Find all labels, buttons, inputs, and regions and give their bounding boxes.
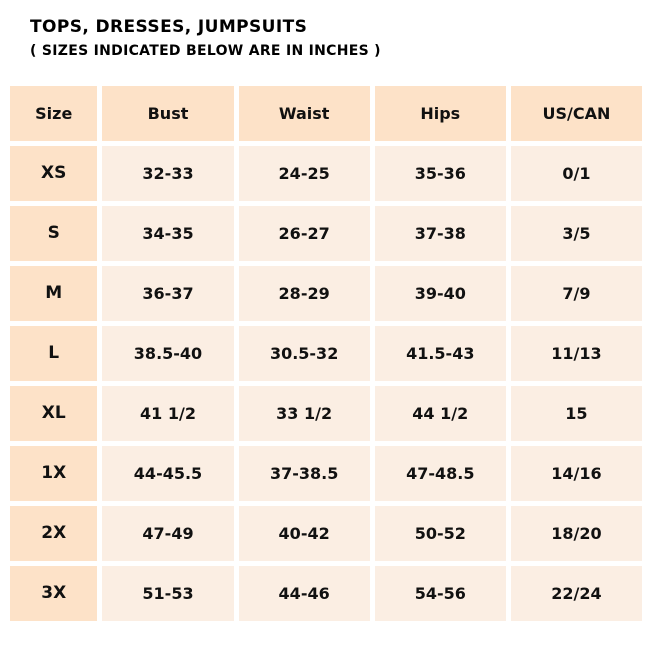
cell-size: 2X [10,506,97,561]
cell-hips: 39-40 [375,266,506,321]
cell-hips: 41.5-43 [375,326,506,381]
size-chart-table [5,81,647,626]
cell-hips: 50-52 [375,506,506,561]
column-header-bust: Bust [102,86,233,141]
cell-size: XS [10,146,97,201]
title-main: TOPS, DRESSES, JUMPSUITS [30,17,308,37]
cell-size: 1X [10,446,97,501]
cell-uscan: 14/16 [511,446,642,501]
table-row [10,206,642,261]
cell-hips: 54-56 [375,566,506,621]
cell-hips: 47-48.5 [375,446,506,501]
cell-size: XL [10,386,97,441]
cell-waist: 26-27 [239,206,370,261]
table-row [10,446,642,501]
cell-uscan: 18/20 [511,506,642,561]
cell-bust: 34-35 [102,206,233,261]
column-header-hips: Hips [375,86,506,141]
cell-waist: 40-42 [239,506,370,561]
page-title [0,0,652,62]
table-row [10,386,642,441]
cell-hips: 37-38 [375,206,506,261]
cell-bust: 38.5-40 [102,326,233,381]
cell-hips: 44 1/2 [375,386,506,441]
cell-bust: 41 1/2 [102,386,233,441]
table-row [10,326,642,381]
cell-size: M [10,266,97,321]
cell-uscan: 7/9 [511,266,642,321]
table-row [10,566,642,621]
column-header-waist: Waist [239,86,370,141]
cell-size: L [10,326,97,381]
cell-size: 3X [10,566,97,621]
title-subtitle: ( SIZES INDICATED BELOW ARE IN INCHES ) [30,42,381,59]
cell-uscan: 22/24 [511,566,642,621]
column-header-size: Size [10,86,97,141]
cell-uscan: 11/13 [511,326,642,381]
cell-uscan: 0/1 [511,146,642,201]
cell-waist: 28-29 [239,266,370,321]
cell-waist: 44-46 [239,566,370,621]
table-row [10,266,642,321]
column-header-uscan: US/CAN [511,86,642,141]
cell-hips: 35-36 [375,146,506,201]
cell-waist: 37-38.5 [239,446,370,501]
cell-uscan: 15 [511,386,642,441]
cell-bust: 36-37 [102,266,233,321]
table-row [10,146,642,201]
cell-bust: 51-53 [102,566,233,621]
cell-waist: 33 1/2 [239,386,370,441]
cell-bust: 44-45.5 [102,446,233,501]
cell-waist: 30.5-32 [239,326,370,381]
table-row [10,506,642,561]
cell-size: S [10,206,97,261]
table-header-row [10,86,642,141]
cell-bust: 32-33 [102,146,233,201]
cell-waist: 24-25 [239,146,370,201]
cell-uscan: 3/5 [511,206,642,261]
cell-bust: 47-49 [102,506,233,561]
